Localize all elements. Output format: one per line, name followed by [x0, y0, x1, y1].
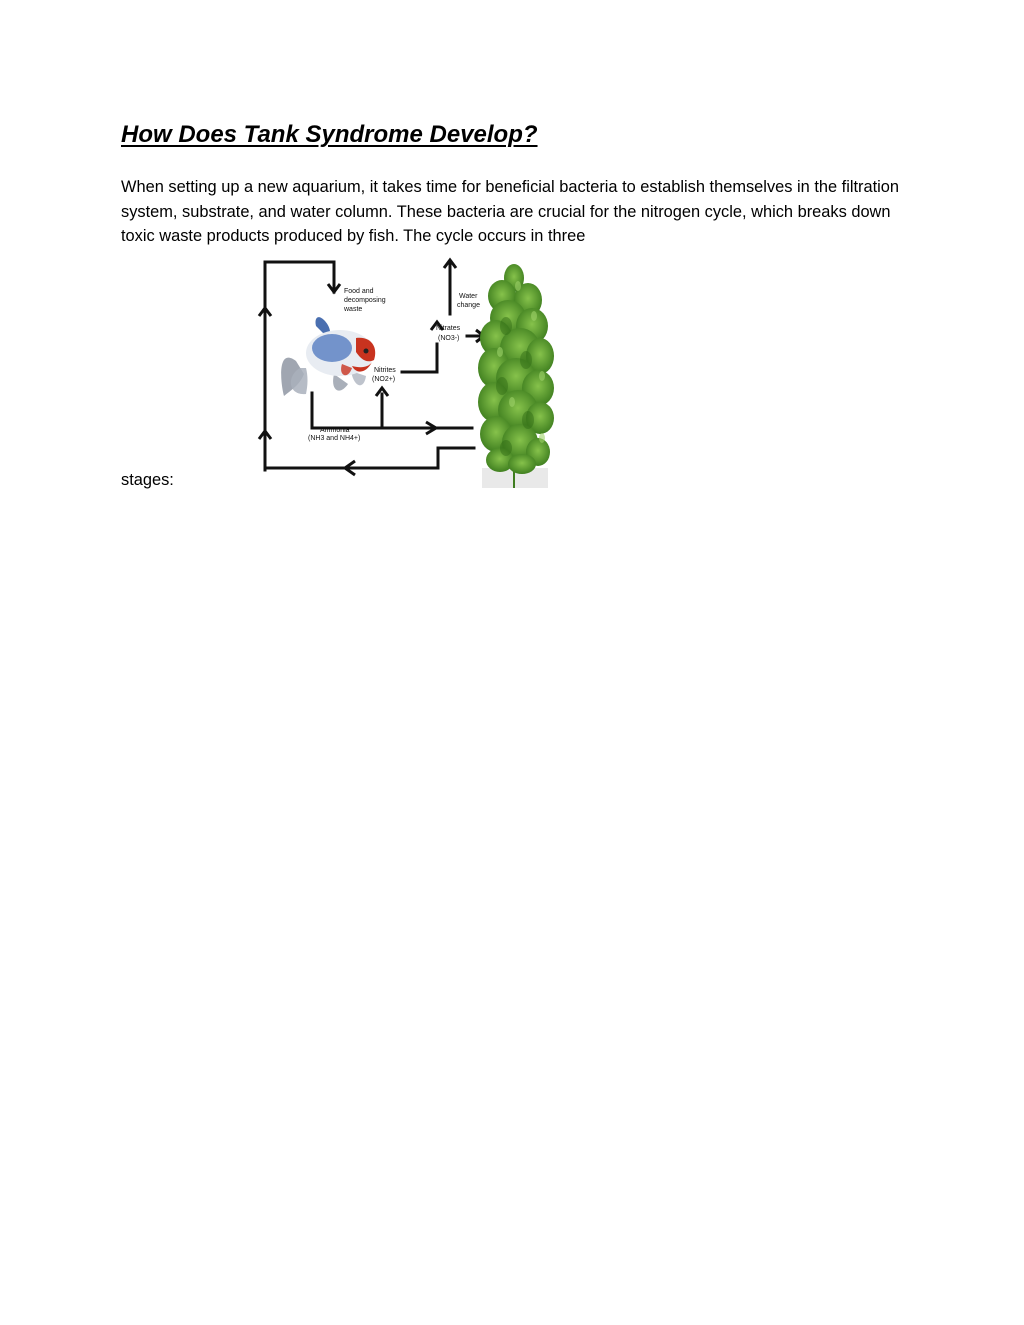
nitrogen-cycle-diagram	[256, 256, 586, 490]
nitrites-label-line1: Nitrites	[374, 367, 396, 374]
body-paragraph: When setting up a new aquarium, it takes time for beneficial bacteria to establish themselves in the filtration system, substrate, and water column. These bacteria are crucial for the nitrogen cycle, which breaks down toxic waste products produced by fish. The cycle occurs in three	[121, 178, 900, 245]
nitrates-label-line2: (NO3-)	[438, 335, 460, 342]
water-label-line2: change	[457, 302, 480, 309]
trailing-text: stages:	[121, 471, 174, 489]
aquarium-plant-icon	[478, 264, 554, 488]
water-label-line1: Water	[459, 293, 478, 300]
nitrates-label-line1: Nitrates	[436, 325, 461, 332]
food-label-line3: waste	[344, 306, 363, 313]
food-label-line2: decomposing	[344, 297, 386, 304]
goldfish-icon	[281, 317, 375, 396]
ammonia-label-line2: (NH3 and NH4+)	[308, 435, 361, 442]
ammonia-label-line1: Ammonia	[320, 427, 350, 434]
nitrites-label-line2: (NO2+)	[372, 376, 396, 383]
food-label-line1: Food and	[344, 288, 374, 295]
page-title: How Does Tank Syndrome Develop?	[121, 121, 538, 148]
